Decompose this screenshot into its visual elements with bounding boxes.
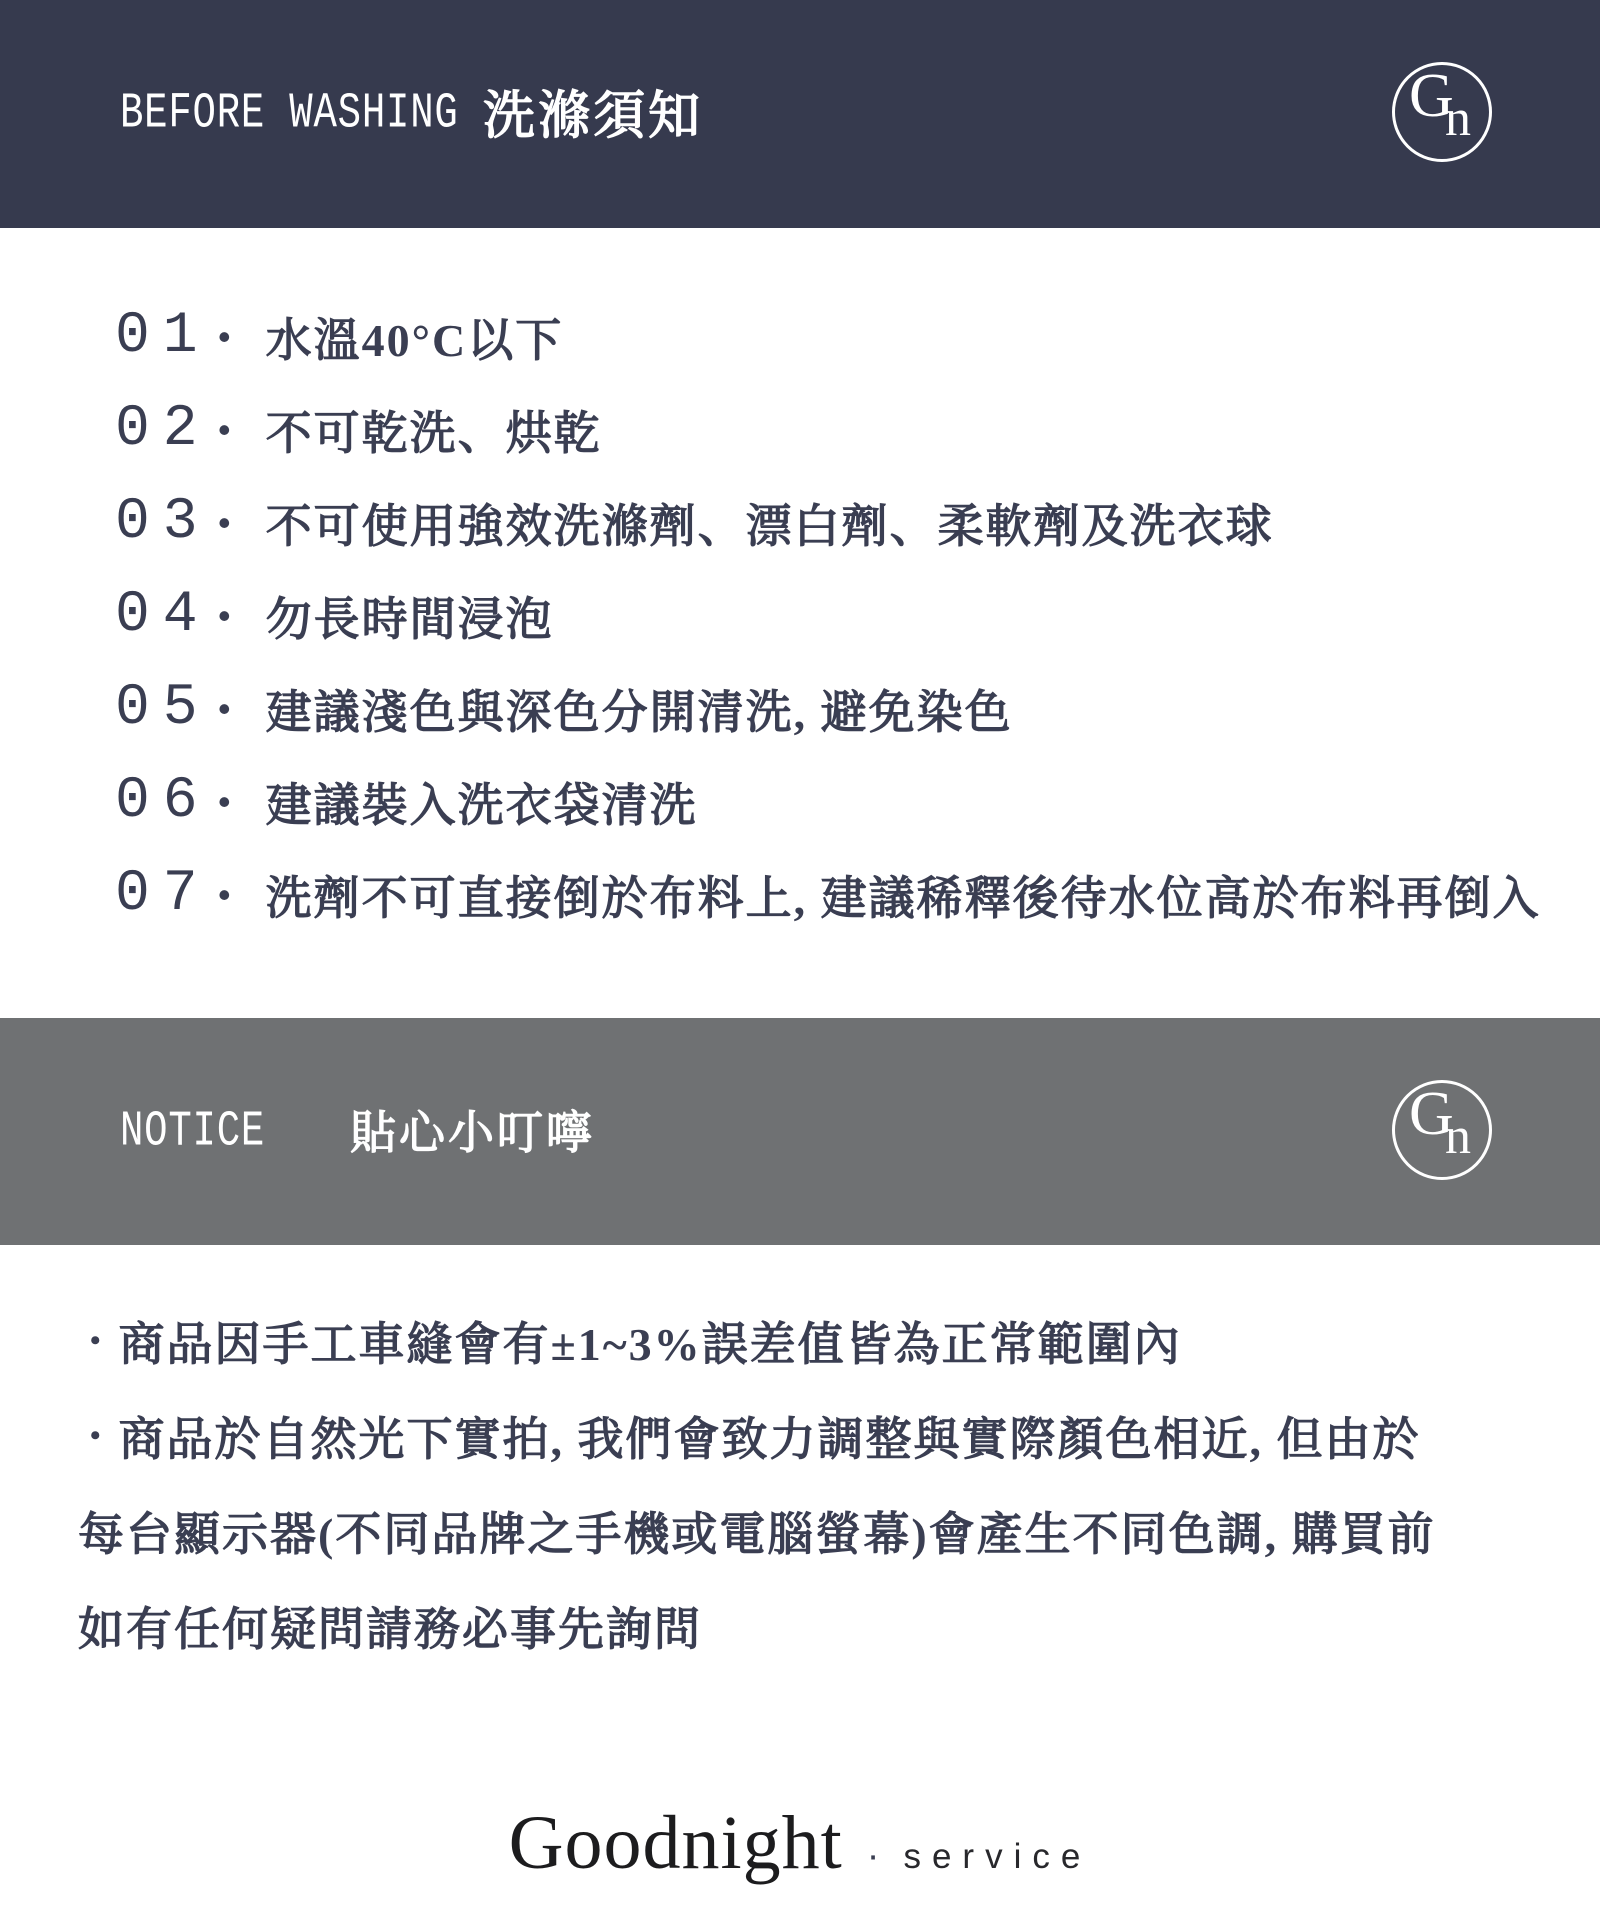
notice-list [0, 1245, 1600, 1673]
item-text: 洗劑不可直接倒於布料上, 建議稀釋後待水位高於布料再倒入 [265, 872, 1541, 924]
bullet-dot-icon: • [218, 873, 231, 915]
washing-item [115, 383, 1560, 476]
footer-service-label: service [903, 1837, 1092, 1876]
item-text: 建議淺色與深色分開清洗, 避免染色 [265, 686, 1013, 738]
item-text: 不可乾洗、烘乾 [265, 407, 602, 459]
washing-item [115, 662, 1560, 755]
bullet-dot-icon: • [218, 780, 231, 822]
bullet-dot-icon: • [218, 501, 231, 543]
item-number: 06 [115, 768, 211, 834]
item-number-box [115, 861, 211, 927]
gn-logo-letter-g: G [1409, 62, 1454, 130]
washing-item [115, 848, 1560, 941]
item-number: 05 [115, 675, 211, 741]
brand-name: Goodnight [508, 1801, 843, 1885]
notice-title-zh: 貼心小叮嚀 [350, 1106, 595, 1158]
item-text: 勿長時間浸泡 [265, 593, 554, 645]
washing-item [115, 569, 1560, 662]
bullet-dot-icon: • [90, 1323, 103, 1357]
item-number-box [115, 582, 211, 648]
bullet-dot-icon: • [218, 315, 231, 357]
notice-line [78, 1388, 1530, 1483]
item-number-box [115, 303, 211, 369]
notice-title-en: NOTICE [120, 1103, 266, 1160]
item-number: 01 [115, 303, 211, 369]
bullet-dot-icon: • [218, 687, 231, 729]
item-text: 建議裝入洗衣袋清洗 [265, 779, 698, 831]
item-text: 水溫40°C以下 [265, 314, 564, 366]
notice-line [78, 1578, 1530, 1673]
item-number-box [115, 768, 211, 834]
notice-text: 每台顯示器(不同品牌之手機或電腦螢幕)會產生不同色調, 購買前 [78, 1508, 1436, 1560]
gn-logo-letter-g: G [1409, 1080, 1454, 1148]
item-number: 04 [115, 582, 211, 648]
washing-instructions-list [0, 228, 1600, 941]
notice-banner [0, 1018, 1600, 1245]
bullet-dot-icon: • [218, 408, 231, 450]
item-number-box [115, 489, 211, 555]
before-washing-banner [0, 0, 1600, 228]
notice-text: 商品因手工車縫會有±1~3%誤差值皆為正常範圍內 [118, 1318, 1182, 1370]
gn-logo-icon [1392, 62, 1492, 162]
notice-line [78, 1293, 1530, 1388]
washing-item [115, 476, 1560, 569]
washing-item [115, 755, 1560, 848]
item-text: 不可使用強效洗滌劑、漂白劑、柔軟劑及洗衣球 [265, 500, 1274, 552]
item-number-box [115, 396, 211, 462]
bullet-dot-icon: • [90, 1418, 103, 1452]
notice-text: 如有任何疑問請務必事先詢問 [78, 1603, 702, 1655]
item-number: 07 [115, 861, 211, 927]
gn-logo-letter-n: n [1445, 90, 1471, 147]
separator-dot-icon: · [866, 1835, 880, 1877]
before-washing-title-zh: 洗滌須知 [483, 88, 704, 146]
item-number: 03 [115, 489, 211, 555]
before-washing-title-en: BEFORE WASHING [120, 85, 459, 143]
gn-logo-letter-n: n [1445, 1108, 1471, 1165]
notice-line [78, 1483, 1530, 1578]
item-number-box [115, 675, 211, 741]
bullet-dot-icon: • [218, 594, 231, 636]
washing-item [115, 290, 1560, 383]
gn-logo-icon [1392, 1080, 1492, 1180]
item-number: 02 [115, 396, 211, 462]
notice-text: 商品於自然光下實拍, 我們會致力調整與實際顏色相近, 但由於 [118, 1413, 1421, 1465]
brand-footer [0, 1800, 1600, 1887]
